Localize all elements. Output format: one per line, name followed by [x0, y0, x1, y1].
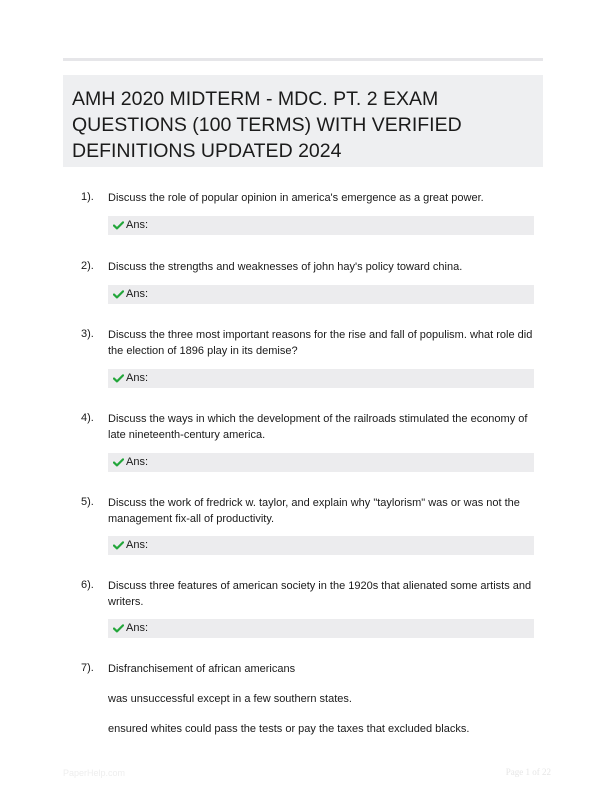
- answer-label: Ans:: [126, 288, 149, 300]
- question-number: 1).: [81, 191, 94, 203]
- question-number: 6).: [81, 579, 94, 591]
- check-icon: [113, 624, 124, 633]
- answer-label: Ans:: [126, 622, 149, 634]
- question-text: Discuss the role of popular opinion in america's emergence as a great power.: [108, 192, 484, 204]
- check-icon: [113, 374, 124, 383]
- question-number: 2).: [81, 260, 94, 272]
- check-icon: [113, 458, 124, 467]
- question-text: Discuss the three most important reasons for the rise and fall of populism. what role did the election of 1896 play in its demise?: [108, 329, 533, 357]
- footer-page-number: Page 1 of 22: [505, 767, 551, 777]
- answer-box: [108, 285, 534, 304]
- answer-box: [108, 536, 534, 555]
- question-number: 4).: [81, 412, 94, 424]
- check-icon: [113, 541, 124, 550]
- question-number: 7).: [81, 662, 94, 674]
- document-title: AMH 2020 MIDTERM - MDC. PT. 2 EXAM QUESTIONS (100 TERMS) WITH VERIFIED DEFINITIONS UPDATED 2024: [72, 88, 462, 162]
- question-text: Discuss the work of fredrick w. taylor, and explain why "taylorism" was or was not the management fix-all of productivity.: [108, 497, 520, 525]
- answer-box: [108, 369, 534, 388]
- question-text: Disfranchisement of african americans: [108, 663, 296, 675]
- question-text: Discuss the strengths and weaknesses of john hay's policy toward china.: [108, 261, 463, 273]
- answer-label: Ans:: [126, 372, 149, 384]
- answer-box: [108, 619, 534, 638]
- answer-box: [108, 216, 534, 235]
- question-text: Discuss three features of american society in the 1920s that alienated some artists and writers.: [108, 580, 532, 608]
- answer-option: was unsuccessful except in a few southern states.: [108, 693, 352, 705]
- title-banner: [63, 75, 543, 167]
- answer-label: Ans:: [126, 539, 149, 551]
- question-number: 5).: [81, 496, 94, 508]
- top-divider: [63, 58, 543, 61]
- answer-option: ensured whites could pass the tests or pay the taxes that excluded blacks.: [108, 723, 470, 735]
- answer-label: Ans:: [126, 219, 149, 231]
- question-number: 3).: [81, 328, 94, 340]
- answer-box: [108, 453, 534, 472]
- check-icon: [113, 290, 124, 299]
- footer-site: PaperHelp.com: [63, 768, 126, 778]
- question-text: Discuss the ways in which the development of the railroads stimulated the economy of late nineteenth-century america.: [108, 413, 528, 441]
- answer-label: Ans:: [126, 456, 149, 468]
- check-icon: [113, 221, 124, 230]
